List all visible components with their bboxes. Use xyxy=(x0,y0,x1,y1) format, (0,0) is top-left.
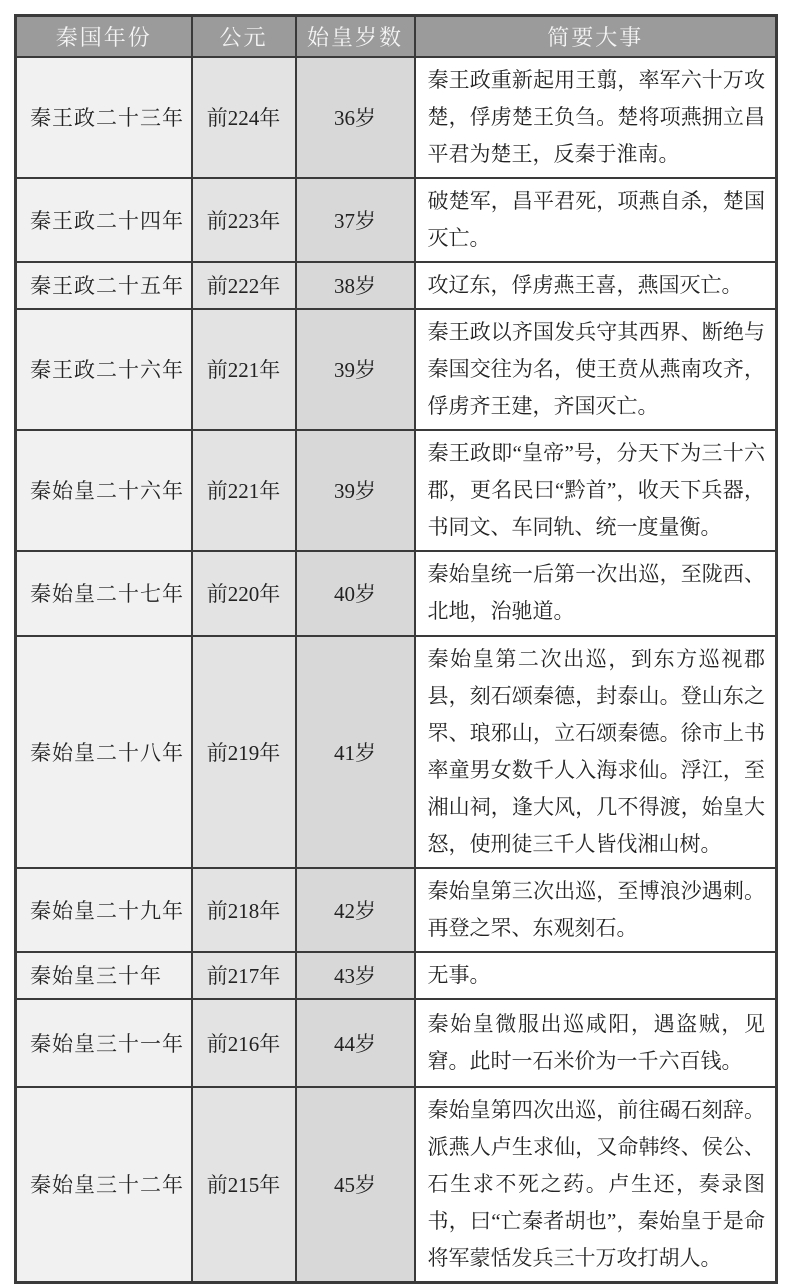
event-cell: 攻辽东，俘虏燕王喜，燕国灭亡。 xyxy=(415,262,777,309)
header-row xyxy=(16,16,777,57)
ce-year-cell: 前224年 xyxy=(192,57,296,178)
event-cell: 秦王政即“皇帝”号，分天下为三十六郡，更名民曰“黔首”，收天下兵器，书同文、车同轨、统一度量衡。 xyxy=(415,430,777,551)
qin-year-cell: 秦王政二十四年 xyxy=(16,178,192,262)
age-cell: 36岁 xyxy=(296,57,415,178)
event-cell: 秦始皇微服出巡咸阳，遇盗贼，见窘。此时一石米价为一千六百钱。 xyxy=(415,999,777,1087)
ce-year-cell: 前218年 xyxy=(192,868,296,952)
ce-year-cell: 前222年 xyxy=(192,262,296,309)
event-cell: 秦始皇统一后第一次出巡，至陇西、北地，治驰道。 xyxy=(415,551,777,636)
qin-year-cell: 秦王政二十六年 xyxy=(16,309,192,430)
table-row xyxy=(16,178,777,262)
event-cell: 破楚军，昌平君死，项燕自杀，楚国灭亡。 xyxy=(415,178,777,262)
age-cell: 38岁 xyxy=(296,262,415,309)
age-cell: 37岁 xyxy=(296,178,415,262)
qin-year-cell: 秦王政二十三年 xyxy=(16,57,192,178)
event-cell: 秦始皇第四次出巡，前往碣石刻辞。派燕人卢生求仙，又命韩终、侯公、石生求不死之药。卢生还，奏录图书，曰“亡秦者胡也”，秦始皇于是命将军蒙恬发兵三十万攻打胡人。 xyxy=(415,1087,777,1283)
table-row xyxy=(16,262,777,309)
qin-chronology-table xyxy=(14,14,778,1284)
table-row xyxy=(16,1087,777,1283)
table-row xyxy=(16,636,777,868)
qin-year-cell: 秦始皇二十六年 xyxy=(16,430,192,551)
event-cell: 秦始皇第二次出巡，到东方巡视郡县，刻石颂秦德，封泰山。登山东之罘、琅邪山，立石颂秦德。徐市上书率童男女数千人入海求仙。浮江，至湘山祠，逢大风，几不得渡，始皇大怒，使刑徒三千人皆伐湘山树。 xyxy=(415,636,777,868)
header-cell-ce-year: 公元 xyxy=(192,16,296,57)
table-row xyxy=(16,430,777,551)
age-cell: 40岁 xyxy=(296,551,415,636)
qin-year-cell: 秦始皇二十九年 xyxy=(16,868,192,952)
event-cell: 秦王政以齐国发兵守其西界、断绝与秦国交往为名，使王贲从燕南攻齐，俘虏齐王建，齐国灭亡。 xyxy=(415,309,777,430)
age-cell: 42岁 xyxy=(296,868,415,952)
table-row xyxy=(16,999,777,1087)
table-row xyxy=(16,551,777,636)
age-cell: 43岁 xyxy=(296,952,415,999)
header-cell-major-events: 简要大事 xyxy=(415,16,777,57)
qin-year-cell: 秦始皇三十二年 xyxy=(16,1087,192,1283)
age-cell: 39岁 xyxy=(296,309,415,430)
qin-year-cell: 秦始皇二十八年 xyxy=(16,636,192,868)
ce-year-cell: 前215年 xyxy=(192,1087,296,1283)
ce-year-cell: 前223年 xyxy=(192,178,296,262)
event-cell: 秦始皇第三次出巡，至博浪沙遇刺。再登之罘、东观刻石。 xyxy=(415,868,777,952)
age-cell: 44岁 xyxy=(296,999,415,1087)
header-cell-emperor-age: 始皇岁数 xyxy=(296,16,415,57)
table-row xyxy=(16,57,777,178)
ce-year-cell: 前220年 xyxy=(192,551,296,636)
age-cell: 39岁 xyxy=(296,430,415,551)
qin-year-cell: 秦始皇三十一年 xyxy=(16,999,192,1087)
age-cell: 41岁 xyxy=(296,636,415,868)
header-cell-qin-year: 秦国年份 xyxy=(16,16,192,57)
event-cell: 无事。 xyxy=(415,952,777,999)
event-cell: 秦王政重新起用王翦，率军六十万攻楚，俘虏楚王负刍。楚将项燕拥立昌平君为楚王，反秦于淮南。 xyxy=(415,57,777,178)
ce-year-cell: 前221年 xyxy=(192,430,296,551)
qin-year-cell: 秦始皇三十年 xyxy=(16,952,192,999)
ce-year-cell: 前221年 xyxy=(192,309,296,430)
qin-year-cell: 秦王政二十五年 xyxy=(16,262,192,309)
ce-year-cell: 前217年 xyxy=(192,952,296,999)
table-row xyxy=(16,868,777,952)
ce-year-cell: 前219年 xyxy=(192,636,296,868)
age-cell: 45岁 xyxy=(296,1087,415,1283)
qin-year-cell: 秦始皇二十七年 xyxy=(16,551,192,636)
table-row xyxy=(16,309,777,430)
ce-year-cell: 前216年 xyxy=(192,999,296,1087)
table-row xyxy=(16,952,777,999)
